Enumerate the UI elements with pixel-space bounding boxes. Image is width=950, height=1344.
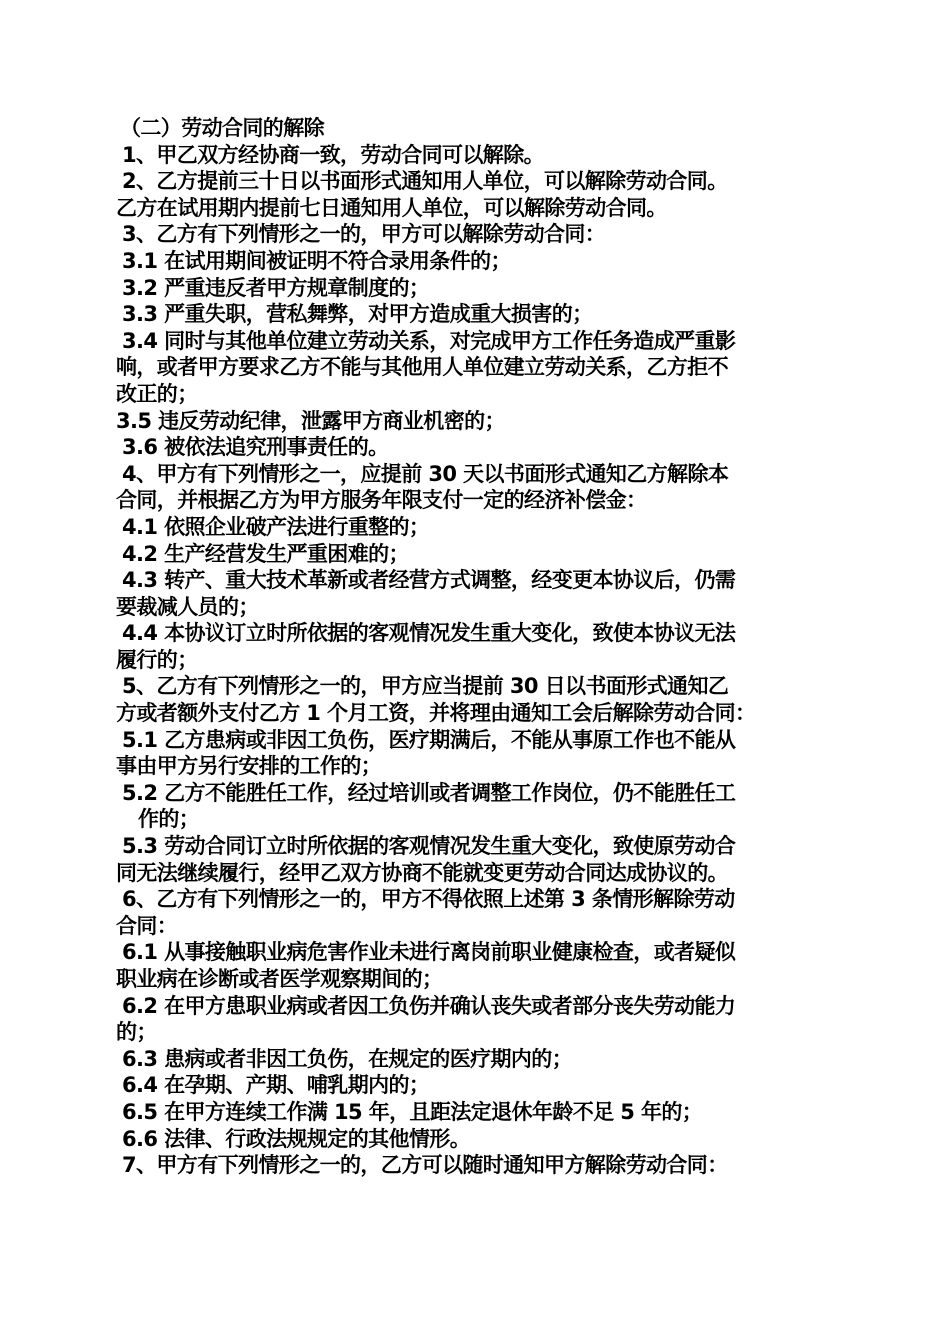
clause-6-4: 6.4 在孕期、产期、哺乳期内的； — [122, 1073, 430, 1098]
clause-5-3-continued: 同无法继续履行，经甲乙双方协商不能就变更劳动合同达成协议的。 — [116, 860, 728, 885]
clause-4-continued: 合同，并根据乙方为甲方服务年限支付一定的经济补偿金： — [116, 488, 647, 513]
clause-3-4-continued: 改正的； — [116, 381, 198, 406]
clause-5: 5、乙方有下列情形之一的，甲方应当提前 30 日以书面形式通知乙 — [122, 674, 729, 699]
clause-4: 4、甲方有下列情形之一，应提前 30 天以书面形式通知乙方解除本 — [122, 461, 729, 486]
clause-4-4-continued: 履行的； — [116, 647, 198, 672]
clause-6-continued: 合同： — [116, 913, 178, 938]
clause-4-3: 4.3 转产、重大技术革新或者经营方式调整，经变更本协议后，仍需 — [122, 568, 736, 593]
clause-6-2-continued: 的； — [116, 1020, 157, 1045]
document-body — [116, 115, 841, 1179]
clause-6-3: 6.3 患病或者非因工负伤，在规定的医疗期内的； — [122, 1046, 573, 1071]
clause-6-1-continued: 职业病在诊断或者医学观察期间的； — [116, 967, 443, 991]
clause-6-2: 6.2 在甲方患职业病或者因工负伤并确认丧失或者部分丧失劳动能力 — [122, 993, 736, 1018]
clause-4-1: 4.1 依照企业破产法进行重整的； — [122, 514, 430, 539]
clause-1: 1、甲乙双方经协商一致，劳动合同可以解除。 — [122, 142, 545, 167]
clause-3-6: 3.6 被依法追究刑事责任的。 — [122, 435, 389, 460]
clause-3-1: 3.1 在试用期间被证明不符合录用条件的； — [122, 248, 511, 273]
section-heading: （二）劳动合同的解除 — [120, 116, 324, 140]
clause-6-6: 6.6 法律、行政法规规定的其他情形。 — [122, 1126, 471, 1151]
clause-4-4: 4.4 本协议订立时所依据的客观情况发生重大变化，致使本协议无法 — [122, 621, 736, 646]
clause-3-4-continued: 响，或者甲方要求乙方不能与其他用人单位建立劳动关系，乙方拒不 — [116, 355, 728, 380]
clause-3-2: 3.2 严重违反者甲方规章制度的； — [122, 275, 430, 300]
clause-3-3: 3.3 严重失职，营私舞弊，对甲方造成重大损害的； — [122, 302, 593, 327]
clause-5-1-continued: 事由甲方另行安排的工作的； — [116, 754, 382, 779]
clause-6-5: 6.5 在甲方连续工作满 15 年，且距法定退休年龄不足 5 年的； — [122, 1099, 703, 1124]
clause-6-1: 6.1 从事接触职业病危害作业未进行离岗前职业健康检查，或者疑似 — [122, 940, 736, 965]
clause-2: 2、乙方提前三十日以书面形式通知用人单位，可以解除劳动合同。 — [122, 169, 728, 194]
clause-3: 3、乙方有下列情形之一的，甲方可以解除劳动合同： — [122, 222, 606, 247]
clause-3-5: 3.5 违反劳动纪律，泄露甲方商业机密的； — [116, 408, 505, 433]
clause-3-4: 3.4 同时与其他单位建立劳动关系，对完成甲方工作任务造成严重影 — [122, 328, 736, 353]
clause-5-2-continued: 作的； — [138, 807, 200, 832]
clause-4-3-continued: 要裁减人员的； — [116, 594, 259, 619]
clause-5-2: 5.2 乙方不能胜任工作，经过培训或者调整工作岗位，仍不能胜任工 — [122, 780, 736, 805]
clause-5-1: 5.1 乙方患病或非因工负伤，医疗期满后，不能从事原工作也不能从 — [122, 727, 736, 752]
clause-6: 6、乙方有下列情形之一的，甲方不得依照上述第 3 条情形解除劳动 — [122, 887, 735, 912]
clause-7: 7、甲方有下列情形之一的，乙方可以随时通知甲方解除劳动合同： — [122, 1153, 728, 1178]
clause-5-3: 5.3 劳动合同订立时所依据的客观情况发生重大变化，致使原劳动合 — [122, 834, 736, 859]
clause-4-2: 4.2 生产经营发生严重困难的； — [122, 541, 409, 566]
clause-5-continued: 方或者额外支付乙方 1 个月工资，并将理由通知工会后解除劳动合同： — [116, 701, 756, 726]
clause-2-continued: 乙方在试用期内提前七日通知用人单位，可以解除劳动合同。 — [116, 195, 667, 220]
